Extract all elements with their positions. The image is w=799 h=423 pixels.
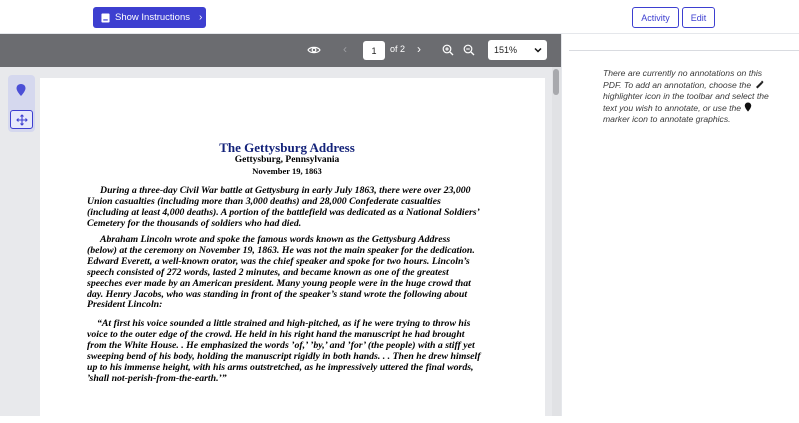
marker-icon	[743, 102, 753, 112]
vertical-scrollbar[interactable]	[552, 67, 561, 416]
document-paragraph: During a three-day Civil War battle at Gettysburg in early July 1863, there were over 23,000 Union casualties (including more than 3,000 deaths) and 28,000 Confederate casualties (including at least 4,000 deaths). A portion of the battlefield was dedicated as a National Soldiers’ Cemetery for the thousands of soldiers who had died.	[87, 185, 480, 229]
chevron-down-icon	[534, 46, 542, 54]
document-paragraph: “At first his voice sounded a little strained and high-pitched, as if he were trying to throw his voice to the outer edge of the crowd. He held in his right hand the manuscript he had brought from the White House. . He emphasized the words ’of,’ ’by,’ and ’for’ (the people) with a stiff yet sweeping bend of his body, holding the manuscript rigidly in both hands. . . Then he drew himself up to his immense height, with his arms outstretched, as he impressively uttered the final words, ’shall not-perish-from-the-earth.’”	[87, 318, 481, 384]
annotation-tools	[8, 75, 35, 132]
empty-message-part: There are currently no annotations on this PDF. To add an annotation, choose the	[603, 68, 763, 90]
pdf-toolbar	[0, 34, 561, 67]
edit-button[interactable]: Edit	[682, 7, 715, 28]
show-instructions-label: Show Instructions	[115, 12, 190, 23]
zoom-value: 151%	[494, 45, 518, 55]
zoom-in-icon[interactable]	[442, 44, 454, 56]
previous-page-button[interactable]: ‹	[343, 42, 347, 56]
highlighter-icon	[754, 79, 764, 89]
divider	[569, 50, 799, 51]
document-paragraph: Abraham Lincoln wrote and spoke the famous words known as the Gettysburg Address (below) at the ceremony on November 19, 1863. He was not the main speaker for the dedication. Edward Everett, a well-known orator, was the chief speaker and spoke for two hours. Lincoln’s speech consisted of 272 words, lasted 2 minutes, and became known as one of the greatest speeches ever made by an American president. Many young people were in the huge crowd that day. Henry Jacobs, who was standing in front of the speaker’s stand wrote the following about President Lincoln:	[87, 234, 475, 311]
map-marker-icon[interactable]	[14, 83, 28, 97]
show-instructions-button[interactable]	[93, 7, 206, 28]
move-arrows-icon	[16, 114, 28, 126]
document-date: November 19, 1863	[252, 166, 322, 176]
activity-button[interactable]: Activity	[632, 7, 679, 28]
zoom-select[interactable]	[488, 40, 547, 60]
empty-message-part: highlighter icon in the toolbar and select the text you wish to annotate, or use the	[603, 91, 769, 113]
annotations-panel	[561, 34, 799, 416]
document-location: Gettysburg, Pennsylvania	[234, 155, 340, 165]
move-tool-button[interactable]	[10, 110, 33, 129]
page-number-input[interactable]: 1	[363, 41, 385, 60]
empty-message-part: marker icon to annotate graphics.	[603, 114, 731, 124]
page-count: of 2	[390, 44, 406, 54]
book-icon	[101, 13, 110, 23]
next-page-button[interactable]: ›	[417, 42, 421, 56]
eye-icon[interactable]	[307, 43, 321, 57]
empty-annotations-message	[603, 68, 777, 125]
document-title: The Gettysburg Address	[219, 140, 355, 155]
chevron-right-icon: ›	[198, 12, 203, 23]
top-bar	[0, 0, 799, 34]
zoom-out-icon[interactable]	[463, 44, 475, 56]
scrollbar-thumb[interactable]	[553, 69, 559, 95]
